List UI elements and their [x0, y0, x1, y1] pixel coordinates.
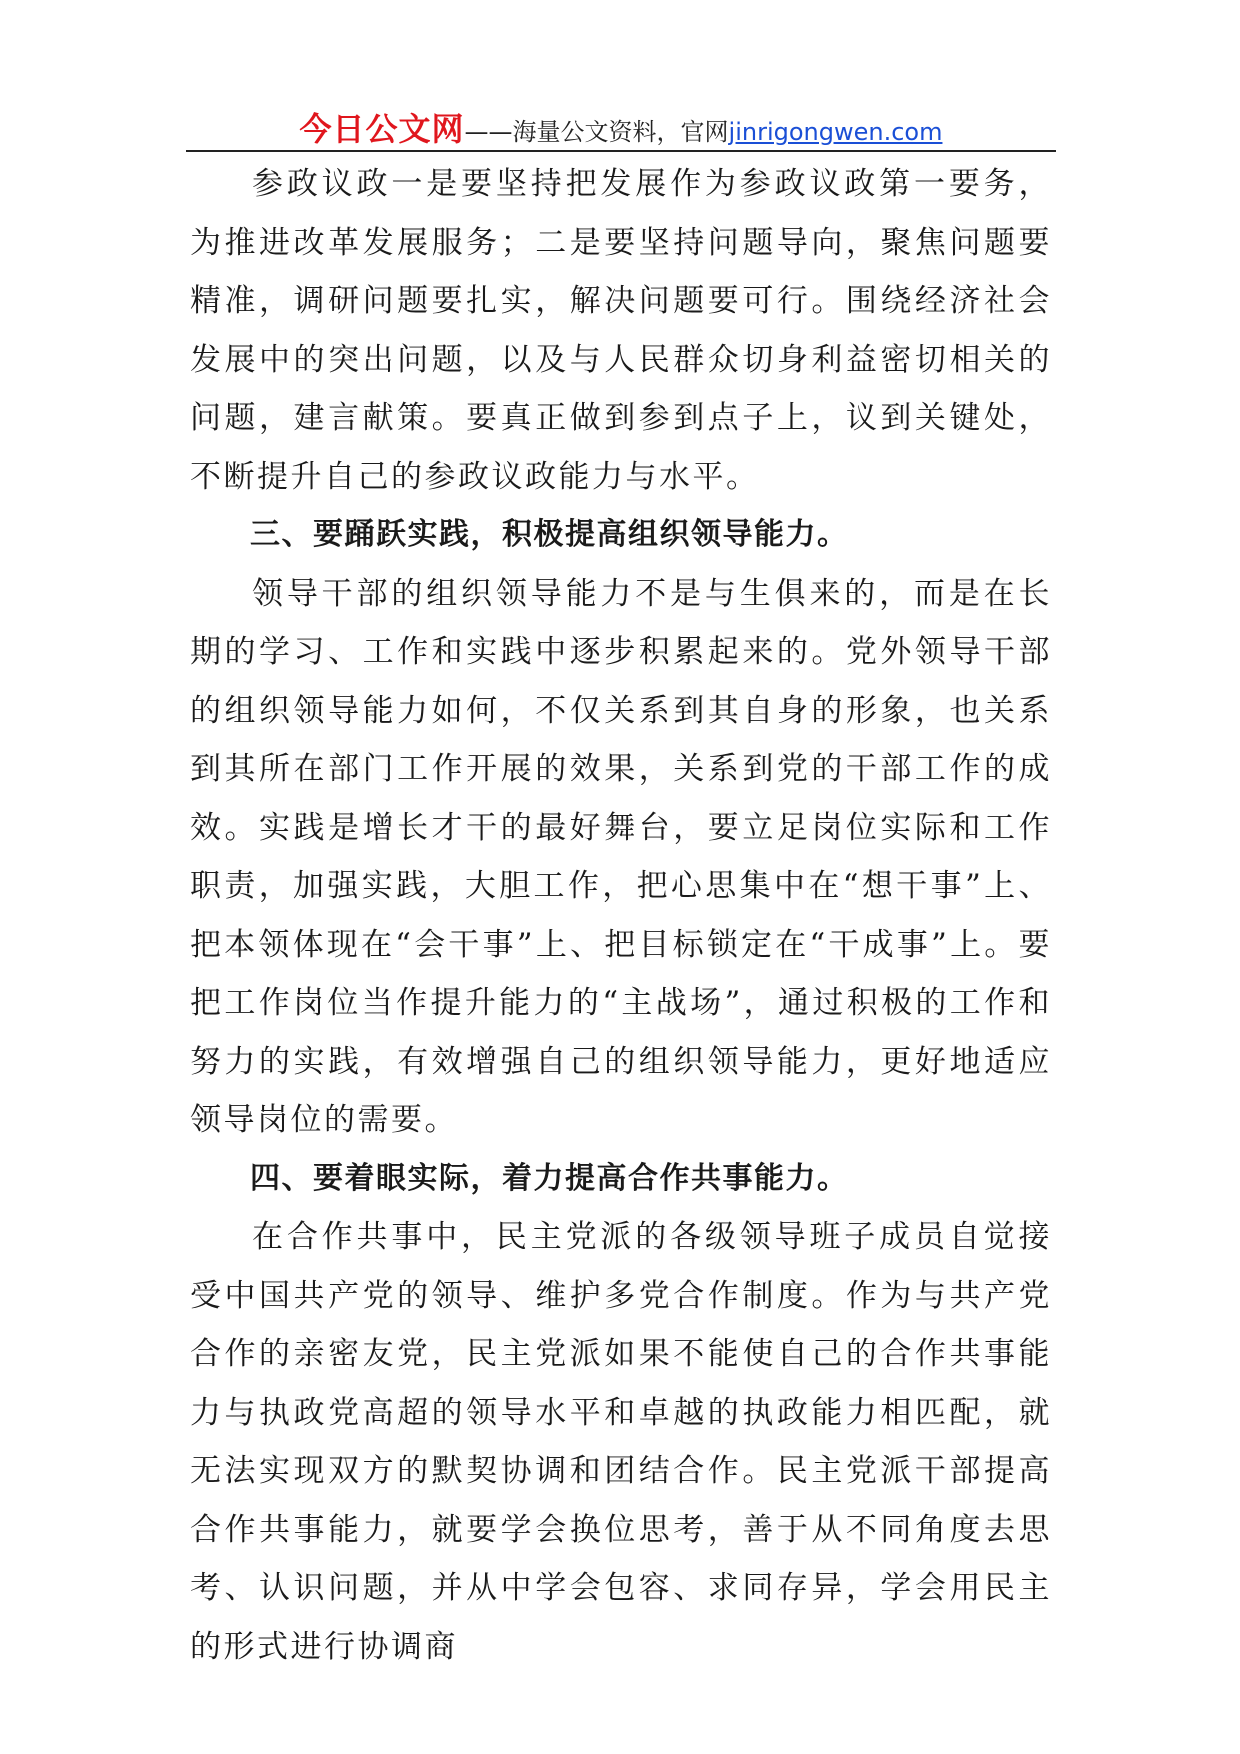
section-heading-3: 三、要踊跃实践，积极提高组织领导能力。: [250, 517, 849, 552]
section-heading-4: 四、要着眼实际，着力提高合作共事能力。: [250, 1160, 849, 1196]
page-header: [186, 104, 1056, 152]
site-brand: 今日公文网: [299, 110, 465, 148]
paragraph-participation: 参政议政一是要坚持把发展作为参政议政第一要务，为推进改革发展服务；二是要坚持问题导向，聚焦问题要精准，调研问题要扎实，解决问题要可行。围绕经济社会发展中的突出问题，以及与人民群众切身利益密切相关的问题，建言献策。要真正做到参到点子上，议到关键处，不断提升自己的参政议政能力与水平。: [190, 166, 1052, 495]
paragraph-cooperation: 在合作共事中，民主党派的各级领导班子成员自觉接受中国共产党的领导、维护多党合作制度。作为与共产党合作的亲密友党，民主党派如果不能使自己的合作共事能力与执政党高超的领导水平和卓越的执政能力相匹配，就无法实现双方的默契协调和团结合作。民主党派干部提高合作共事能力，就要学会换位思考，善于从不同角度去思考、认识问题，并从中学会包容、求同存异，学会用民主的形式进行协调商: [190, 1219, 1052, 1665]
site-tagline: ——海量公文资料，官网: [464, 118, 729, 146]
document-body: [190, 155, 1052, 1676]
paragraph-leadership: 领导干部的组织领导能力不是与生俱来的，而是在长期的学习、工作和实践中逐步积累起来的。党外领导干部的组织领导能力如何，不仅关系到其自身的形象，也关系到其所在部门工作开展的效果，关系到党的干部工作的成效。实践是增长才干的最好舞台，要立足岗位实际和工作职责，加强实践，大胆工作，把心思集中在“想干事”上、把本领体现在“会干事”上、把目标锁定在“干成事”上。要把工作岗位当作提升能力的“主战场”，通过积极的工作和努力的实践，有效增强自己的组织领导能力，更好地适应领导岗位的需要。: [190, 575, 1052, 1138]
site-url-link[interactable]: jinrigongwen.com: [728, 118, 943, 146]
